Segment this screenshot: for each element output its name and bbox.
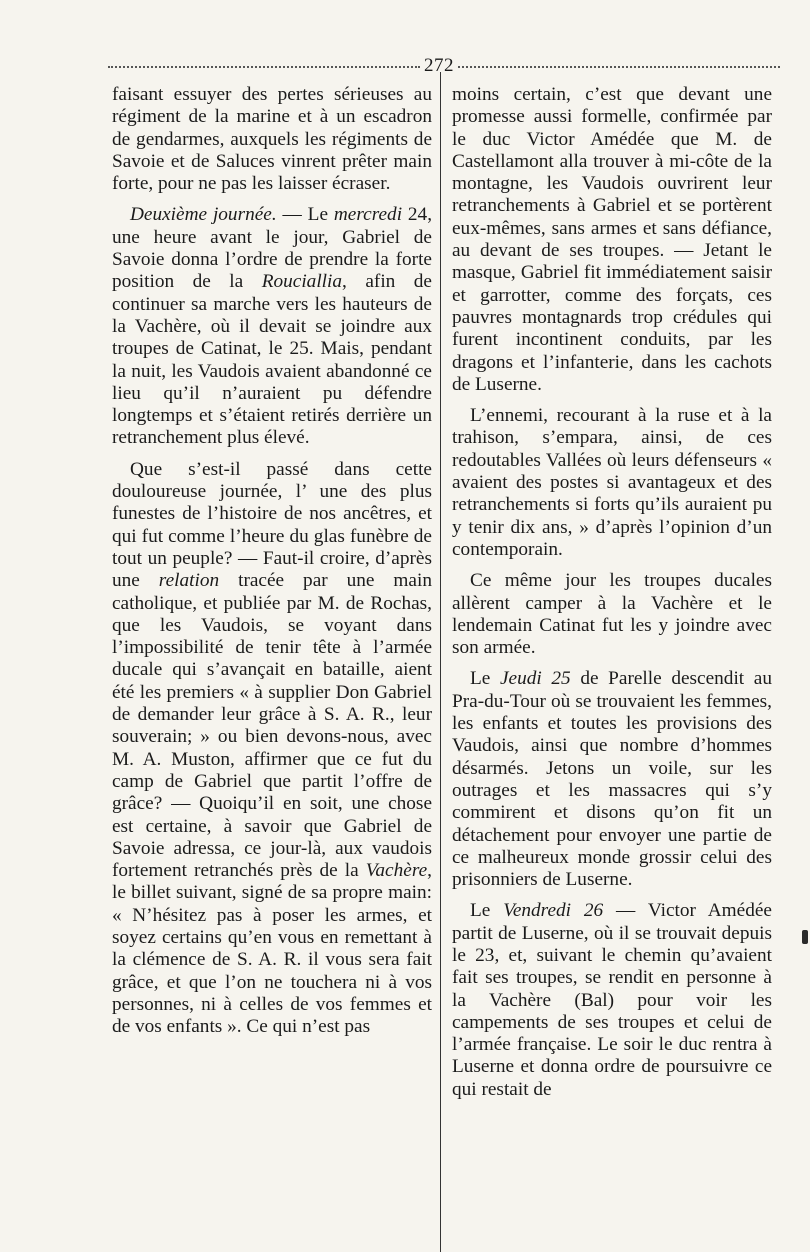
paragraph	[452, 668, 772, 891]
paragraph: faisant essuyer des pertes sérieuses au régiment de la marine et à un escadron de gendarmes, auxquels les régiments de Savoie et de Saluces vinrent prêter main forte, pour ne pas les laisser écraser.	[112, 84, 432, 195]
header-rule-right	[458, 66, 780, 68]
section-heading-deuxieme-journee: Deuxième journée.	[130, 204, 277, 226]
paragraph	[452, 900, 772, 1101]
paragraph: Ce même jour les troupes ducales allèrent camper à la Vachère et le lendemain Catinat fut les y joindre avec son armée.	[452, 570, 772, 659]
paragraph	[112, 459, 432, 1039]
text-run: Le	[470, 668, 500, 690]
page-number: 272	[424, 55, 454, 76]
date-mercredi: mercredi	[333, 204, 403, 226]
text-run: Que s’est-il passé dans cette douloureuse journée, l’ une des plus funestes de l’histoire de nos ancêtres, et qui fut comme l’heure du glas funèbre de tout un peuple? — Faut-il croire, d’après une	[112, 458, 432, 592]
date-jeudi-25: Jeudi 25	[499, 668, 571, 690]
paragraph: moins certain, c’est que devant une promesse aussi formelle, confirmée par le duc Victor Amédée que M. de Castellamont alla trouver à mi-côte de la montagne, les Vaudois ouvrirent leur retranchements à Gabriel et se portèrent eux-mêmes, sans armes et sans défiance, au devant de ses troupes. — Jetant le masque, Gabriel fit immédiatement saisir et garrotter, comme des forçats, ces pauvres montagnards trop crédules qui furent incontinent conduits, par les dragons et l’infanterie, dans les cachots de Luserne.	[452, 84, 772, 395]
paragraph: L’ennemi, recourant à la ruse et à la trahison, s’empara, ainsi, de ces redoutables Vallées où leurs défenseurs « avaient des postes si avantageux et des retranchements si forts qu’ils auraient pu y tenir dix ans, » d’après l’opinion d’un contemporain.	[452, 405, 772, 560]
page-header	[108, 54, 780, 80]
text-run: , le billet suivant, signé de sa propre main: « N’hésitez pas à poser les armes, et soyez certains qu’en vous en remettant à la clémence de S. A. R. il vous sera fait grâce, et que l’on ne touchera ni à vos personnes, ni à celles de vos femmes et de vos enfants ». Ce qui n’est pas	[112, 860, 432, 1038]
text-run: de Parelle descendit au Pra-du-Tour où se trouvaient les femmes, les enfants et toutes les provisions des Vaudois, ainsi que nombre d’hommes désarmés. Jetons un voile, sur les outrages et les massacres qui s’y commirent et disons qu’on fit un détachement pour envoyer une partie de ce malheureux monde grossir celui des prisonniers de Luserne.	[452, 668, 772, 891]
column-divider	[440, 72, 441, 1252]
place-vachere: Vachère	[365, 860, 428, 882]
text-run: tracée par une main catholique, et publiée par M. de Rochas, que les Vaudois, se voyant dans l’impossibilité de tenir tête à l’armée ducale qui s’avançait en bataille, aient été les premiers « à supplier Don Gabriel de demander leur grâce à S. A. R., leur souverain; » ou bien devons-nous, avec M. A. Muston, affirmer que ce fut du camp de Gabriel que partit l’offre de grâce? — Quoiqu’il en soit, une chose est certaine, à savoir que Gabriel de Savoie adressa, ce jour-là, aux vaudois fortement retranchés près de la	[112, 570, 432, 882]
right-column	[452, 84, 772, 1101]
header-rule-left	[108, 66, 420, 68]
scan-speck	[802, 930, 808, 944]
text-run: — Le	[276, 204, 334, 226]
date-vendredi-26: Vendredi 26	[503, 900, 604, 922]
text-run: Le	[470, 900, 504, 922]
term-relation: relation	[158, 570, 220, 592]
text-run: 24, une heure avant le jour, Gabriel de Savoie donna l’ordre de prendre la forte position de la	[112, 204, 433, 293]
paragraph	[112, 204, 432, 449]
text-run: — Victor Amédée partit de Luserne, où il se trouvait depuis le 23, et, suivant le chemin qu’avaient fait ses troupes, se rendit en personne à la Vachère (Bal) pour voir les campements de ses troupes et celui de l’armée française. Le soir le duc rentra à Luserne et donna ordre de poursuivre ce qui restait de	[452, 900, 772, 1100]
left-column	[112, 84, 432, 1038]
text-run: , afin de continuer sa marche vers les hauteurs de la Vachère, où il devait se joindre aux troupes de Catinat, le 25. Mais, pendant la nuit, les Vaudois avaient abandonné ce lieu qu’il n’auraient pu défendre longtemps et s’étaient retirés derrière un retranchement plus élevé.	[112, 271, 432, 449]
place-rouciallia: Rouciallia	[261, 271, 343, 293]
